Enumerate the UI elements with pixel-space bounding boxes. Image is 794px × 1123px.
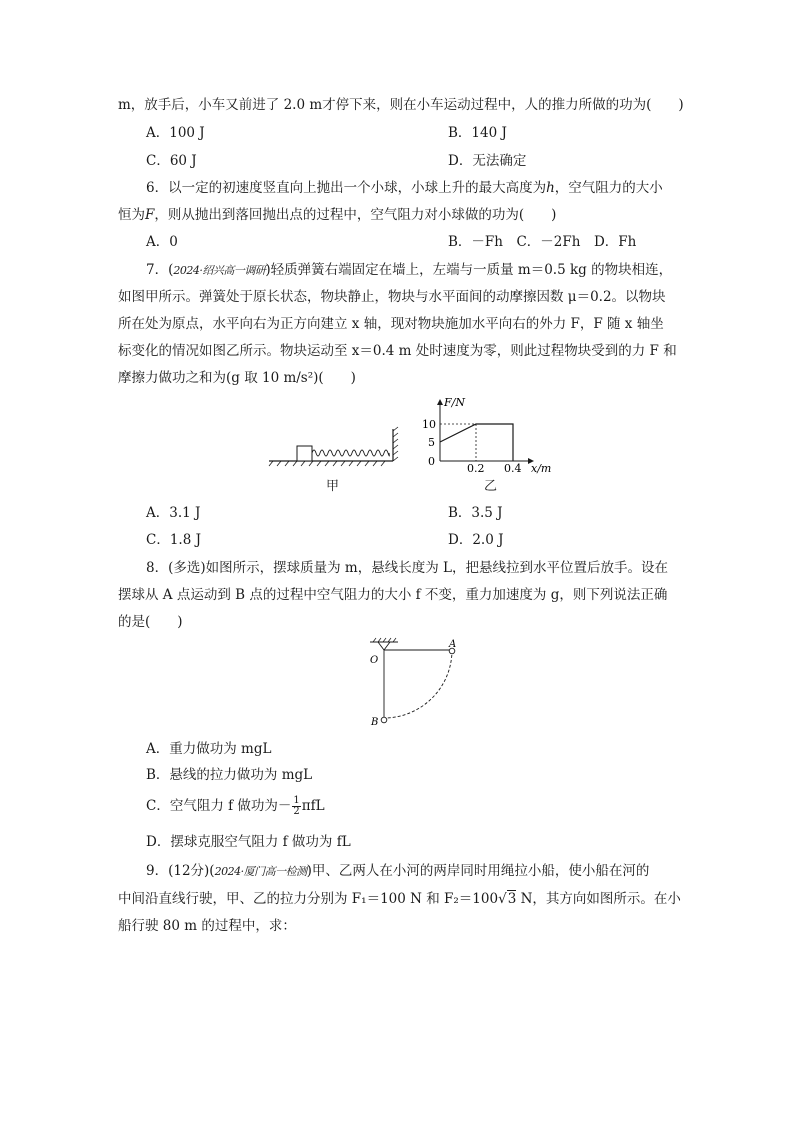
- q5-stem-continuation: m，放手后，小车又前进了 2.0 m才停下来，则在小车运动过程中，人的推力所做的功为( ): [118, 97, 684, 113]
- q5-option-a: A．100 J: [146, 125, 205, 141]
- q7-option-a: A．3.1 J: [146, 505, 201, 521]
- graph-ytick-5: 5: [428, 436, 435, 449]
- q5-option-c: C．60 J: [146, 153, 197, 169]
- q7-source-tag: 2024·绍兴高一调研: [173, 264, 266, 277]
- graph-ytick-10: 10: [422, 418, 436, 431]
- graph-xlabel: x/m: [531, 462, 552, 475]
- q7-option-c: C．1.8 J: [146, 532, 202, 548]
- q7-option-b: B．3.5 J: [448, 505, 503, 521]
- graph-ylabel: F/N: [444, 396, 465, 409]
- q8-option-c: C．空气阻力 f 做功为－ $\frac{1}{2}$ πfL: [146, 795, 325, 817]
- q7-stem-line-2: 如图甲所示。弹簧处于原长状态，物块静止，物块与水平面间的动摩擦因数 μ＝0.2。以物块: [118, 289, 666, 305]
- q8-option-a: A．重力做功为 mgL: [146, 741, 272, 757]
- graph-ytick-0: 0: [428, 455, 435, 468]
- pendulum-label-B: B: [371, 717, 379, 728]
- q6-options-bcd: B．－Fh C．－2Fh D．Fh: [448, 234, 637, 250]
- q8-option-b: B．悬线的拉力做功为 mgL: [146, 767, 313, 783]
- q8-pendulum-figure: [366, 636, 462, 732]
- pendulum-label-O: O: [370, 655, 379, 666]
- q6-option-a: A．0: [146, 234, 178, 250]
- q8-stem-line-2: 摆球从 A 点运动到 B 点的过程中空气阻力的大小 f 不变，重力加速度为 g，则下列说法正确: [118, 587, 668, 603]
- q7-figure-jia: [265, 425, 405, 470]
- q5-option-b: B．140 J: [448, 125, 507, 141]
- q6-stem-line-2: 恒为F，则从抛出到落回抛出点的过程中，空气阻力对小球做的功为( ): [118, 207, 557, 223]
- q7-stem-line-3: 所在处为原点，水平向右为正方向建立 x 轴，现对物块施加水平向右的外力 F，F 随 x 轴坐: [118, 316, 664, 332]
- q8-option-d: D．摆球克服空气阻力 f 做功为 fL: [146, 834, 351, 850]
- q6-stem-line-1: 6．以一定的初速度竖直向上抛出一个小球，小球上升的最大高度为h，空气阻力的大小: [146, 180, 663, 196]
- q7-figure-yi-graph: [418, 394, 568, 476]
- q7-stem-line-1: 7．(2024·绍兴高一调研)轻质弹簧右端固定在墙上，左端与一质量 m＝0.5 kg 的物块相连，: [146, 262, 673, 278]
- q8-stem-line-1: 8．(多选)如图所示，摆球质量为 m，悬线长度为 L，把悬线拉到水平位置后放手。设在: [146, 560, 668, 576]
- q7-figure-jia-caption: 甲: [326, 479, 340, 494]
- q9-stem-line-2: 中间沿直线行驶，甲、乙的拉力分别为 F₁＝100 N 和 F₂＝100√3 N，其方向如图所示。在小: [118, 891, 681, 907]
- graph-xtick-0.2: 0.2: [467, 462, 485, 475]
- q5-option-d: D．无法确定: [448, 153, 527, 169]
- sqrt-symbol: √: [498, 891, 507, 907]
- q9-stem-line-1: 9．(12分)(2024·厦门高一检测)甲、乙两人在小河的两岸同时用绳拉小船，使小船在河的: [146, 863, 650, 879]
- fraction-one-half: $\frac{1}{2}$: [293, 795, 300, 817]
- q7-stem-line-5: 摩擦力做功之和为(g 取 10 m/s²)( ): [118, 370, 356, 386]
- q9-stem-line-3: 船行驶 80 m 的过程中，求：: [118, 918, 296, 934]
- q7-option-d: D．2.0 J: [448, 532, 504, 548]
- q7-figure-yi-caption: 乙: [484, 479, 498, 494]
- q9-source-tag: 2024·厦门高一检测: [214, 865, 307, 878]
- q8-stem-line-3: 的是( ): [118, 614, 183, 630]
- graph-xtick-0.4: 0.4: [504, 462, 522, 475]
- q7-stem-line-4: 标变化的情况如图乙所示。物块运动至 x＝0.4 m 处时速度为零，则此过程物块受到的力 F 和: [118, 343, 677, 359]
- pendulum-label-A: A: [449, 639, 457, 650]
